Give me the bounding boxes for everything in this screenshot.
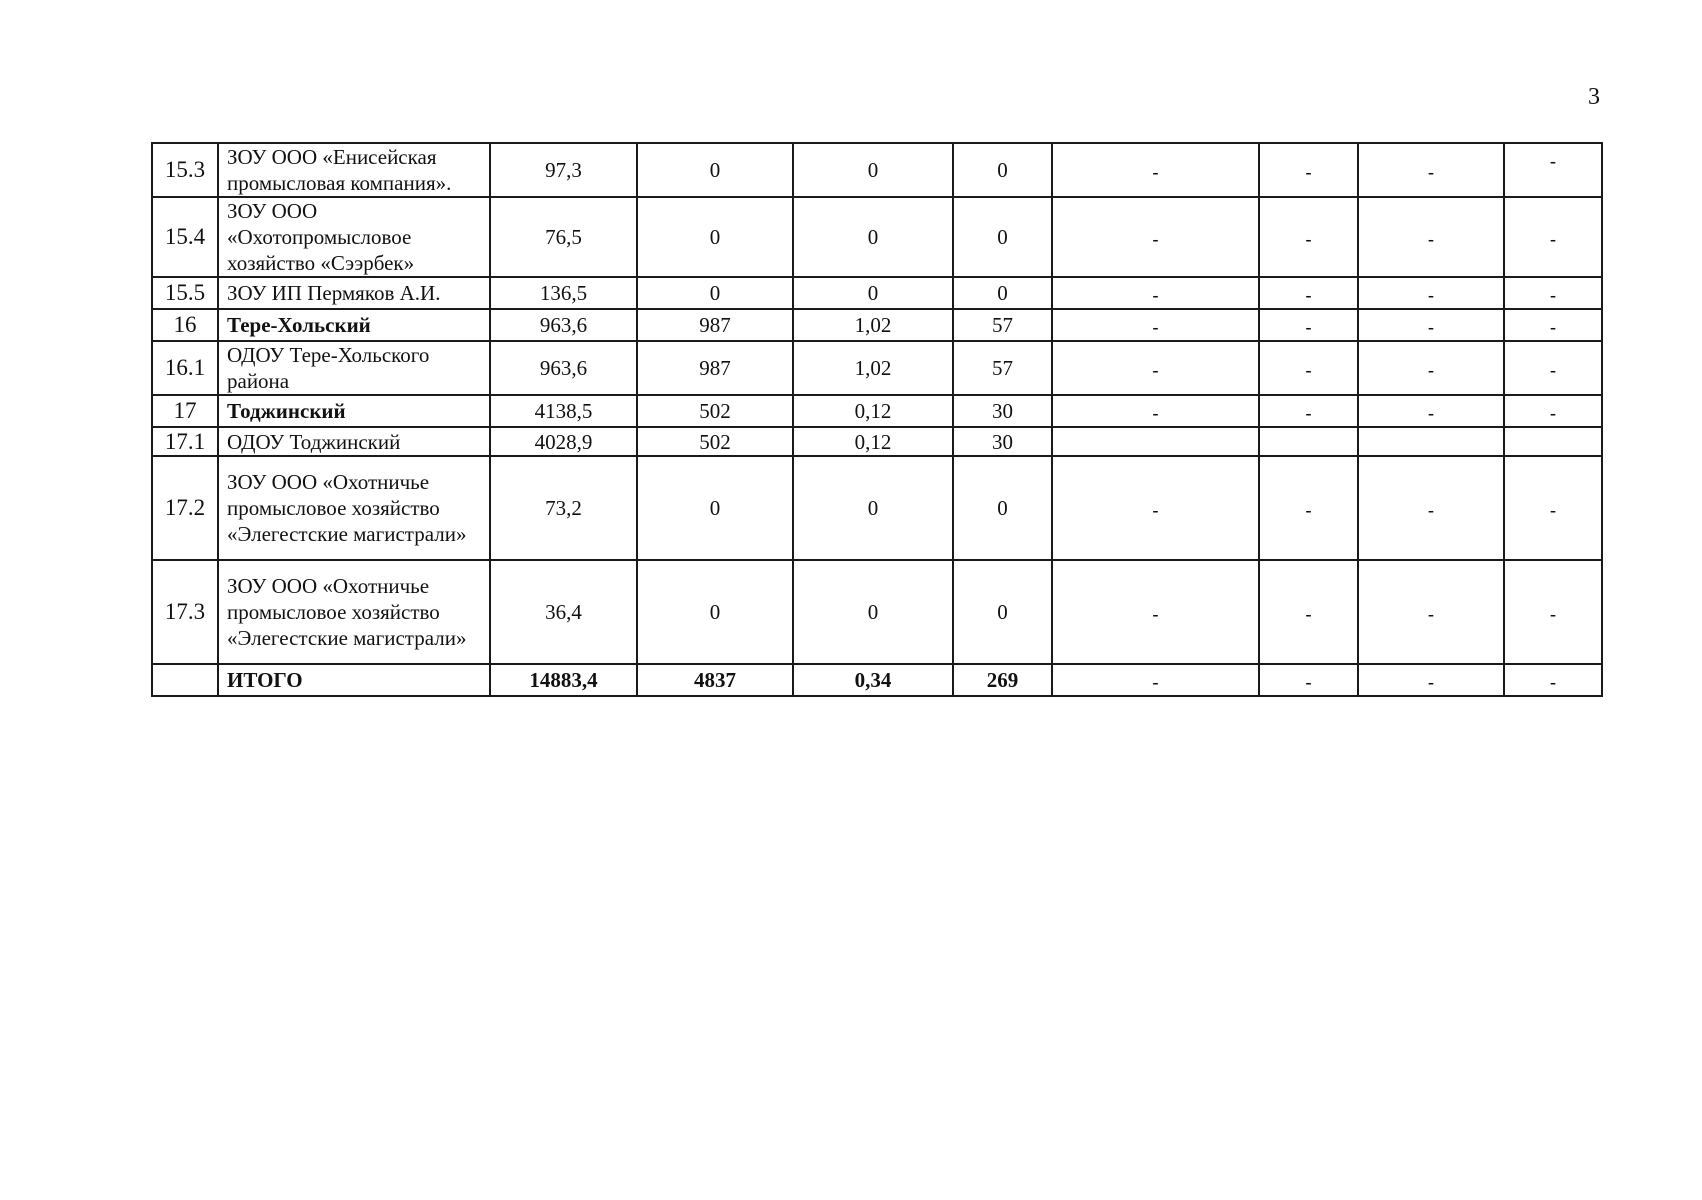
cell-value: 963,6 (490, 341, 637, 395)
cell-value: - (1504, 197, 1602, 277)
cell-value: 0 (637, 560, 793, 664)
cell-value: - (1052, 395, 1259, 427)
cell-value: 73,2 (490, 456, 637, 560)
cell-value: - (1504, 277, 1602, 309)
cell-value: 97,3 (490, 143, 637, 197)
cell-value: - (1504, 560, 1602, 664)
cell-value: 1,02 (793, 309, 953, 341)
cell-value: 963,6 (490, 309, 637, 341)
cell-value: 0,34 (793, 664, 953, 696)
cell-value: - (1259, 664, 1358, 696)
page-number: 3 (1588, 84, 1600, 110)
cell-value (1052, 427, 1259, 456)
cell-value: - (1259, 395, 1358, 427)
cell-value: 136,5 (490, 277, 637, 309)
row-number: 17.2 (152, 456, 218, 560)
cell-value: - (1358, 309, 1504, 341)
cell-value: - (1052, 309, 1259, 341)
cell-value: 0 (637, 277, 793, 309)
cell-value: - (1358, 197, 1504, 277)
table-row (152, 427, 1602, 456)
row-name: ИТОГО (218, 664, 490, 696)
table-row-total (152, 664, 1602, 696)
cell-value: - (1259, 560, 1358, 664)
cell-value: 0 (637, 143, 793, 197)
row-name: ЗОУ ИП Пермяков А.И. (218, 277, 490, 309)
cell-value: 0 (793, 143, 953, 197)
row-number: 15.4 (152, 197, 218, 277)
row-number: 15.5 (152, 277, 218, 309)
cell-value: 0 (793, 560, 953, 664)
cell-value: 0 (953, 560, 1052, 664)
row-number (152, 664, 218, 696)
cell-value: 30 (953, 427, 1052, 456)
cell-value: - (1504, 456, 1602, 560)
cell-value: 0 (953, 456, 1052, 560)
cell-value: - (1504, 309, 1602, 341)
cell-value: 36,4 (490, 560, 637, 664)
cell-value: - (1259, 456, 1358, 560)
row-number: 16.1 (152, 341, 218, 395)
cell-value: 57 (953, 341, 1052, 395)
cell-value: 14883,4 (490, 664, 637, 696)
cell-value: 269 (953, 664, 1052, 696)
cell-value: 0 (953, 143, 1052, 197)
cell-value: - (1259, 341, 1358, 395)
cell-value: - (1504, 664, 1602, 696)
cell-value: 0,12 (793, 427, 953, 456)
cell-value: - (1052, 341, 1259, 395)
cell-value: 0 (793, 277, 953, 309)
cell-value: - (1052, 197, 1259, 277)
row-number: 17 (152, 395, 218, 427)
cell-value: 0 (953, 197, 1052, 277)
cell-value: - (1052, 277, 1259, 309)
row-number: 17.1 (152, 427, 218, 456)
cell-value: - (1052, 560, 1259, 664)
cell-value (1259, 427, 1358, 456)
row-name: Тере-Хольский (218, 309, 490, 341)
cell-value: 57 (953, 309, 1052, 341)
cell-value: - (1259, 309, 1358, 341)
row-name: ЗОУ ООО «Енисейская промысловая компания». (218, 143, 490, 197)
cell-value: - (1358, 341, 1504, 395)
cell-value: 987 (637, 309, 793, 341)
row-name: ЗОУ ООО «Охотничье промысловое хозяйство «Элегестские магистрали» (218, 560, 490, 664)
cell-value: 1,02 (793, 341, 953, 395)
row-name: ЗОУ ООО «Охотничье промысловое хозяйство «Элегестские магистрали» (218, 456, 490, 560)
table-row (152, 277, 1602, 309)
cell-value: - (1358, 664, 1504, 696)
cell-value: - (1358, 143, 1504, 197)
table-row (152, 197, 1602, 277)
row-number: 17.3 (152, 560, 218, 664)
cell-value: - (1052, 456, 1259, 560)
table-row (152, 341, 1602, 395)
table-row (152, 560, 1602, 664)
table-row (152, 309, 1602, 341)
cell-value: - (1259, 277, 1358, 309)
cell-value: 502 (637, 427, 793, 456)
cell-value (1358, 427, 1504, 456)
cell-value: 0 (953, 277, 1052, 309)
cell-value: - (1358, 560, 1504, 664)
cell-value: 4028,9 (490, 427, 637, 456)
row-number: 16 (152, 309, 218, 341)
cell-value: - (1358, 277, 1504, 309)
row-number: 15.3 (152, 143, 218, 197)
cell-value: 76,5 (490, 197, 637, 277)
cell-value: - (1504, 341, 1602, 395)
data-table (151, 142, 1603, 697)
cell-value: 30 (953, 395, 1052, 427)
cell-value: - (1259, 197, 1358, 277)
cell-value: 0 (793, 197, 953, 277)
cell-value: 4138,5 (490, 395, 637, 427)
row-name: ОДОУ Тоджинский (218, 427, 490, 456)
table-row (152, 395, 1602, 427)
cell-value: 987 (637, 341, 793, 395)
cell-value: - (1358, 456, 1504, 560)
cell-value (1504, 427, 1602, 456)
row-name: ОДОУ Тере-Хольского района (218, 341, 490, 395)
cell-value: - (1259, 143, 1358, 197)
cell-value: - (1052, 664, 1259, 696)
cell-value: 0,12 (793, 395, 953, 427)
cell-value: 502 (637, 395, 793, 427)
cell-value: 0 (637, 197, 793, 277)
cell-value: 0 (637, 456, 793, 560)
cell-value: - (1504, 143, 1602, 197)
table-row (152, 456, 1602, 560)
row-name: ЗОУ ООО «Охотопромысловое хозяйство «Сээрбек» (218, 197, 490, 277)
table-row (152, 143, 1602, 197)
cell-value: - (1504, 395, 1602, 427)
cell-value: 4837 (637, 664, 793, 696)
cell-value: - (1052, 143, 1259, 197)
cell-value: - (1358, 395, 1504, 427)
cell-value: 0 (793, 456, 953, 560)
row-name: Тоджинский (218, 395, 490, 427)
